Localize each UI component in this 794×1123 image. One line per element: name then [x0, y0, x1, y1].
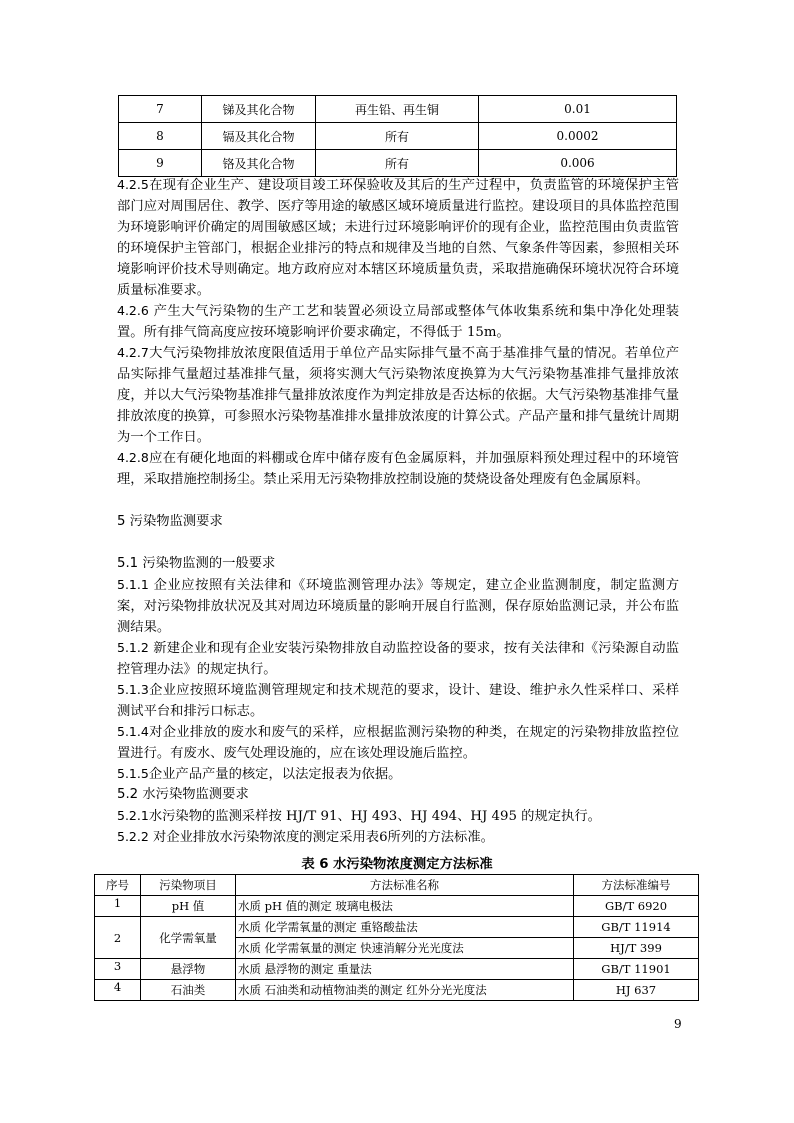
clause-number: 4.2.5 — [117, 177, 149, 192]
row-no: 8 — [119, 123, 202, 150]
table6-caption: 表 6 水污染物浓度测定方法标准 — [301, 857, 493, 872]
clause-5-1-3 — [117, 679, 679, 722]
section-5-heading: 5 污染物监测要求 — [117, 514, 223, 529]
item: 悬浮物 — [141, 959, 236, 980]
code: HJ/T 399 — [574, 938, 699, 959]
method: 水质 pH 值的测定 玻璃电极法 — [236, 896, 574, 917]
clause-number: 5.2.1 — [117, 808, 149, 823]
method: 水质 化学需氧量的测定 快速消解分光光度法 — [236, 938, 574, 959]
clause-number: 5.1.3 — [117, 682, 149, 697]
clause-text: 企业应按照有关法律和《环境监测管理办法》等规定，建立企业监测制度，制定监测方案，对污染物排放状况及其对周边环境质量的影响开展自行监测，保存原始监测记录，并公布监测结果。 — [117, 578, 680, 635]
method: 水质 悬浮物的测定 重量法 — [236, 959, 574, 980]
header-method: 方法标准名称 — [236, 875, 574, 896]
clause-text: 对企业排放的废水和废气的采样，应根据监测污染物的种类，在规定的污染物排放监控位置进行。有废水、废气处理设施的，应在该处理设施后监控。 — [117, 725, 679, 761]
clause-number: 5.1.4 — [117, 724, 149, 739]
limit: 0.0002 — [479, 123, 677, 150]
row-no: 4 — [95, 980, 141, 1001]
clause-5-2-2 — [117, 826, 679, 848]
clause-4-2-6 — [117, 300, 679, 343]
row-no: 1 — [95, 896, 141, 917]
section-5-2-heading: 5.2 水污染物监测要求 — [117, 787, 249, 802]
item: 石油类 — [141, 980, 236, 1001]
row-no: 9 — [119, 150, 202, 177]
row-no: 7 — [119, 96, 202, 123]
clause-5-1-5 — [117, 763, 679, 785]
table-row — [95, 896, 699, 917]
table-row — [119, 150, 677, 177]
item: 化学需氧量 — [141, 917, 236, 959]
header-item: 污染物项目 — [141, 875, 236, 896]
code: GB/T 11901 — [574, 959, 699, 980]
clause-number: 5.1.2 — [117, 640, 149, 655]
section-5-1-heading: 5.1 污染物监测的一般要求 — [117, 556, 276, 571]
clause-number: 4.2.8 — [117, 450, 149, 465]
clause-text: 新建企业和现有企业安装污染物排放自动监控设备的要求，按有关法律和《污染源自动监控管理办法》的规定执行。 — [117, 641, 679, 677]
table-row — [95, 959, 699, 980]
clause-text: 在现有企业生产、建设项目竣工环保验收及其后的生产过程中，负责监管的环境保护主管部门应对周围居住、教学、医疗等用途的敏感区域环境质量进行监控。建设项目的具体监控范围为环境影响评价确定的周围敏感区域；未进行过环境影响评价的现有企业，监控范围由负责监管的环境保护主管部门，根据企业排污的特点和规律及当地的自然、气象条件等因素，参照相关环境影响评价技术导则确定。地方政府应对本辖区环境质量负责，采取措施确保环境状况符合环境质量标准要求。 — [117, 178, 679, 298]
clause-text: 应在有硬化地面的料棚或仓库中储存废有色金属原料，并加强原料预处理过程中的环境管理，采取措施控制扬尘。禁止采用无污染物排放控制设施的焚烧设备处理废有色金属原料。 — [117, 451, 679, 487]
clause-text: 水污染物的监测采样按 HJ/T 91、HJ 493、HJ 494、HJ 495 的规定执行。 — [148, 809, 601, 824]
table6 — [94, 874, 699, 1001]
clause-number: 4.2.6 — [117, 303, 149, 318]
table-row — [119, 96, 677, 123]
pollutant: 锑及其化合物 — [202, 96, 316, 123]
pollutant: 铬及其化合物 — [202, 150, 316, 177]
table-header-row — [95, 875, 699, 896]
clause-text: 企业产品产量的核定，以法定报表为依据。 — [148, 767, 402, 782]
scope: 再生铅、再生铜 — [316, 96, 479, 123]
header-no: 序号 — [95, 875, 141, 896]
code: HJ 637 — [574, 980, 699, 1001]
table5-tail — [118, 95, 677, 177]
code: GB/T 6920 — [574, 896, 699, 917]
code: GB/T 11914 — [574, 917, 699, 938]
table-row — [95, 917, 699, 938]
clause-5-1-1 — [117, 574, 679, 638]
method: 水质 石油类和动植物油类的测定 红外分光光度法 — [236, 980, 574, 1001]
scope: 所有 — [316, 123, 479, 150]
table-row — [95, 980, 699, 1001]
method: 水质 化学需氧量的测定 重铬酸盐法 — [236, 917, 574, 938]
clause-5-1-4 — [117, 721, 679, 764]
clause-4-2-8 — [117, 447, 679, 490]
header-code: 方法标准编号 — [574, 875, 699, 896]
page-number: 9 — [674, 1017, 682, 1031]
clause-number: 5.1.5 — [117, 766, 149, 781]
limit: 0.006 — [479, 150, 677, 177]
clause-text: 对企业排放水污染物浓度的测定采用表6所列的方法标准。 — [153, 830, 494, 845]
clause-number: 5.1.1 — [117, 577, 149, 592]
clause-number: 4.2.7 — [117, 345, 149, 360]
clause-text: 产生大气污染物的生产工艺和装置必须设立局部或整体气体收集系统和集中净化处理装置。所有排气筒高度应按环境影响评价要求确定，不得低于 15m。 — [117, 304, 680, 340]
row-no: 2 — [95, 917, 141, 959]
pollutant: 镉及其化合物 — [202, 123, 316, 150]
row-no: 3 — [95, 959, 141, 980]
clause-text: 企业应按照环境监测管理规定和技术规范的要求，设计、建设、维护永久性采样口、采样测试平台和排污口标志。 — [117, 683, 679, 719]
clause-5-1-2 — [117, 637, 679, 680]
item: pH 值 — [141, 896, 236, 917]
clause-5-2-1 — [117, 805, 679, 827]
clause-text: 大气污染物排放浓度限值适用于单位产品实际排气量不高于基准排气量的情况。若单位产品实际排气量超过基准排气量，须将实测大气污染物浓度换算为大气污染物基准排气量排放浓度，并以大气污染物基准排气量排放浓度作为判定排放是否达标的依据。大气污染物基准排气量排放浓度的换算，可参照水污染物基准排水量排放浓度的计算公式。产品产量和排气量统计周期为一个工作日。 — [117, 346, 679, 445]
clause-4-2-5 — [117, 174, 679, 301]
scope: 所有 — [316, 150, 479, 177]
table-row — [119, 123, 677, 150]
limit: 0.01 — [479, 96, 677, 123]
clause-number: 5.2.2 — [117, 829, 149, 844]
clause-4-2-7 — [117, 342, 679, 448]
